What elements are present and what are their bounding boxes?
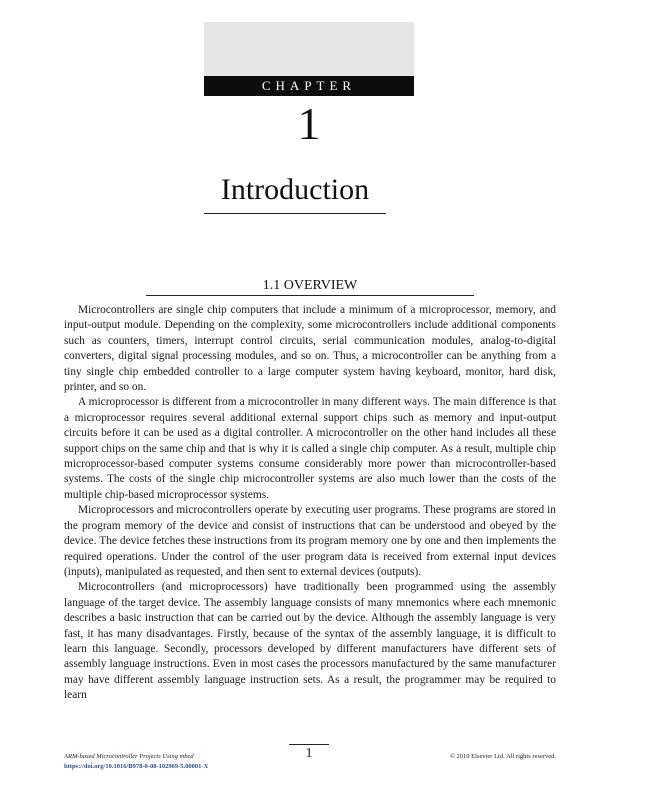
paragraph: A microprocessor is different from a microcontroller in many different ways. The main difference is that a microprocessor requires several additional external support chips such as memory and input-output circuits before it can be used as a digital controller. A microcontroller on the other hand includes all these support chips on the same chip and that is why it is called a single chip computer. As a result, multiple chip microprocessor-based computer systems consume considerably more power than microcontroller-based systems. The costs of the single chip microcontroller systems are also much lower than the costs of the multiple chip-based microprocessor systems. — [64, 396, 556, 501]
paragraph: Microcontrollers are single chip computers that include a minimum of a microprocessor, memory, and input-output module. Depending on the complexity, some microcontrollers include additional components such as counters, timers, interrupt control circuits, serial communication modules, analog-to-digital converters, digital signal processing modules, and so on. Thus, a microcontroller can be anything from a tiny single chip embedded controller to a large computer system having keyboard, monitor, hard disk, printer, and so on. — [64, 304, 556, 394]
page-number: 1 — [305, 746, 313, 761]
chapter-label: CHAPTER — [204, 76, 414, 96]
chapter-number: 1 — [297, 98, 321, 149]
body-text — [64, 303, 556, 704]
section-divider — [146, 295, 474, 296]
section-heading: 1.1 OVERVIEW — [262, 278, 358, 293]
chapter-title: Introduction — [220, 173, 370, 206]
paragraph: Microcontrollers (and microprocessors) have traditionally been programmed using the assembly language of the target device. The assembly language consists of many mnemonics where each mnemonic describes a basic instruction that can be carried out by the device. Although the assembly language is very fast, it has many disadvantages. Firstly, because of the syntax of the assembly language, it is difficult to learn this language. Secondly, processors developed by different manufacturers have different sets of assembly language instructions. Even in most cases the processors manufactured by the same manufacturer may have different assembly language instruction sets. As a result, the programmer may be required to learn — [64, 581, 556, 702]
paragraph: Microprocessors and microcontrollers operate by executing user programs. These programs are stored in the program memory of the device and consist of instructions that can be understood and obeyed by the device. The device fetches these instructions from its program memory one by one and then implements the required operations. Under the control of the user program data is received from external input devices (inputs), manipulated as requested, and then sent to external devices (outputs). — [64, 504, 556, 578]
title-divider — [204, 213, 386, 214]
footer-book-title: ARM-based Microcontroller Projects Using mbed — [64, 753, 194, 760]
footer-copyright: © 2019 Elsevier Ltd. All rights reserved. — [449, 753, 556, 760]
footer-doi-link[interactable]: https://doi.org/10.1016/B978-0-08-102969-5.00001-X — [64, 763, 209, 770]
